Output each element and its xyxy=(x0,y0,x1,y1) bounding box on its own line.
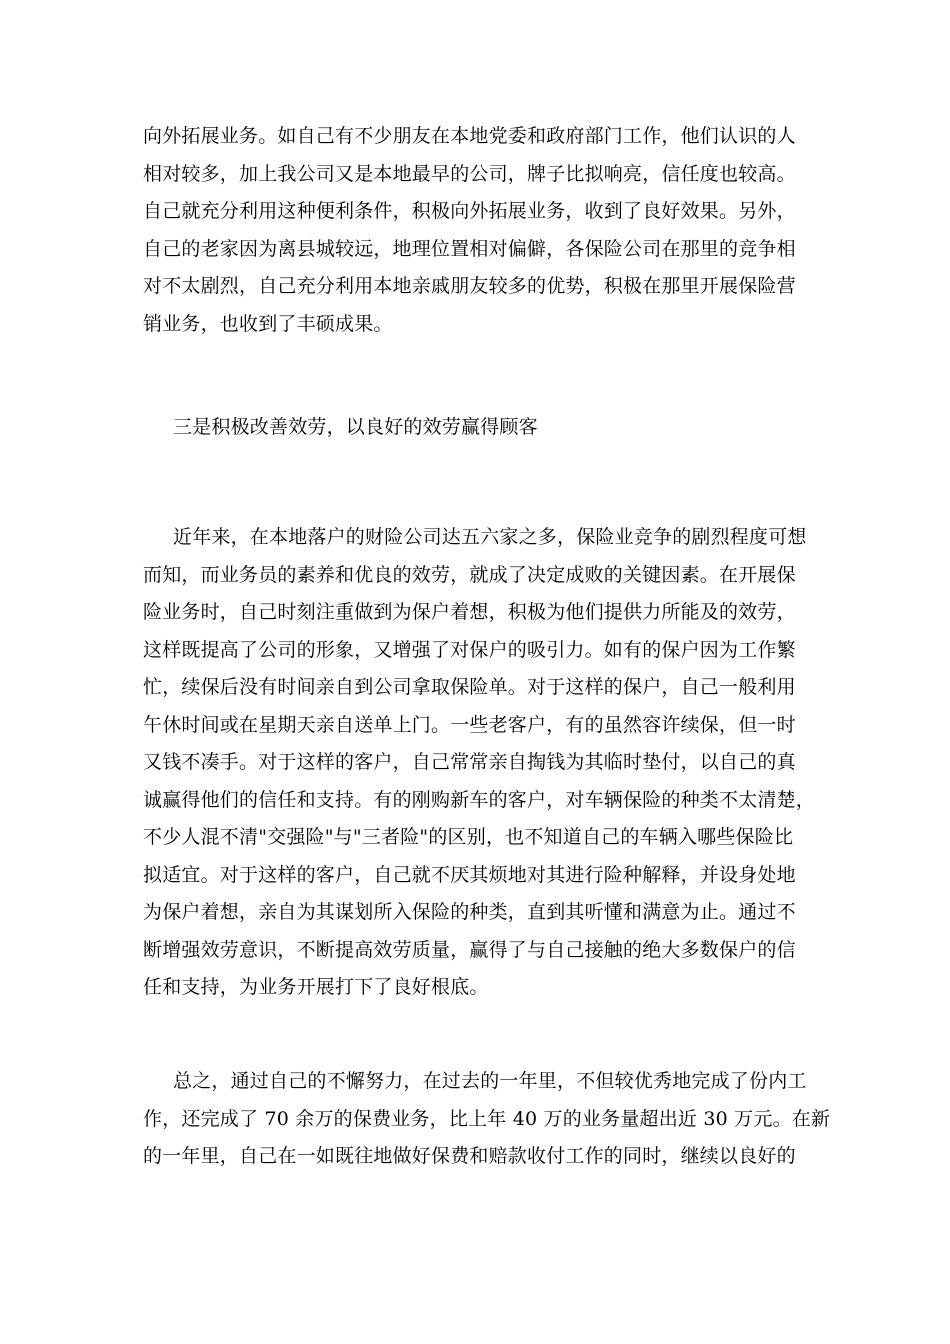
text-line: 诚赢得他们的信任和支持。有的刚购新车的客户，对车辆保险的种类不太清楚， xyxy=(143,788,816,811)
text-line: 为保户着想，亲自为其谋划所入保险的种类，直到其听懂和满意为止。通过不 xyxy=(143,901,796,923)
text-line: 拟适宜。对于这样的客户，自己就不厌其烦地对其进行险种解释，并设身处地 xyxy=(143,863,796,886)
text-line: 这样既提高了公司的形象，又增强了对保户的吸引力。如有的保户因为工作繁 xyxy=(143,638,796,661)
text-line: 对不太剧烈，自己充分利用本地亲戚朋友较多的优势，积极在那里开展保险营 xyxy=(143,275,796,297)
section-heading-text: 三是积极改善效劳，以良好的效劳赢得顾客 xyxy=(173,416,538,438)
text-line: 近年来，在本地落户的财险公司达五六家之多，保险业竞争的剧烈程度可想 xyxy=(173,526,807,548)
paragraph-continuation xyxy=(143,118,796,343)
text-line: 任和支持，为业务开展打下了良好根底。 xyxy=(143,976,489,998)
paragraph-service xyxy=(143,519,815,1007)
text-line: 午休时间或在星期天亲自送单上门。一些老客户，有的虽然容许续保，但一时 xyxy=(143,713,796,736)
text-line: 自己就充分利用这种便利条件，积极向外拓展业务，收到了良好效果。另外， xyxy=(143,200,796,222)
text-line: 自己的老家因为离县城较远，地理位置相对偏僻，各保险公司在那里的竞争相 xyxy=(143,237,796,260)
text-line: 而知，而业务员的素养和优良的效劳，就成了决定成败的关键因素。在开展保 xyxy=(143,563,796,586)
text-line: 作，还完成了 70 余万的保费业务，比上年 40 万的业务量超出近 30 万元。在新 xyxy=(143,1107,831,1130)
text-line: 不少人混不清"交强险"与"三者险"的区别，也不知道自己的车辆入哪些保险比 xyxy=(143,826,794,848)
text-line: 向外拓展业务。如自己有不少朋友在本地党委和政府部门工作，他们认识的人 xyxy=(143,125,796,147)
text-line: 销业务，也收到了丰硕成果。 xyxy=(143,312,393,335)
paragraph-summary xyxy=(143,1063,830,1176)
text-line: 忙，续保后没有时间亲自到公司拿取保险单。对于这样的保户，自己一般利用 xyxy=(143,676,796,698)
section-heading xyxy=(143,409,538,447)
text-line: 断增强效劳意识，不断提高效劳质量，赢得了与自己接触的绝大多数保户的信 xyxy=(143,938,796,961)
text-line: 的一年里，自己在一如既往地做好保费和赔款收付工作的同时，继续以良好的 xyxy=(143,1145,796,1167)
text-line: 总之，通过自己的不懈努力，在过去的一年里，不但较优秀地完成了份内工 xyxy=(173,1070,807,1092)
text-line: 相对较多，加上我公司又是本地最早的公司，牌子比拟响亮，信任度也较高。 xyxy=(143,162,796,185)
text-line: 险业务时，自己时刻注重做到为保户着想，积极为他们提供力所能及的效劳， xyxy=(143,601,796,623)
text-line: 又钱不凑手。对于这样的客户，自己常常亲自掏钱为其临时垫付，以自己的真 xyxy=(143,751,796,773)
